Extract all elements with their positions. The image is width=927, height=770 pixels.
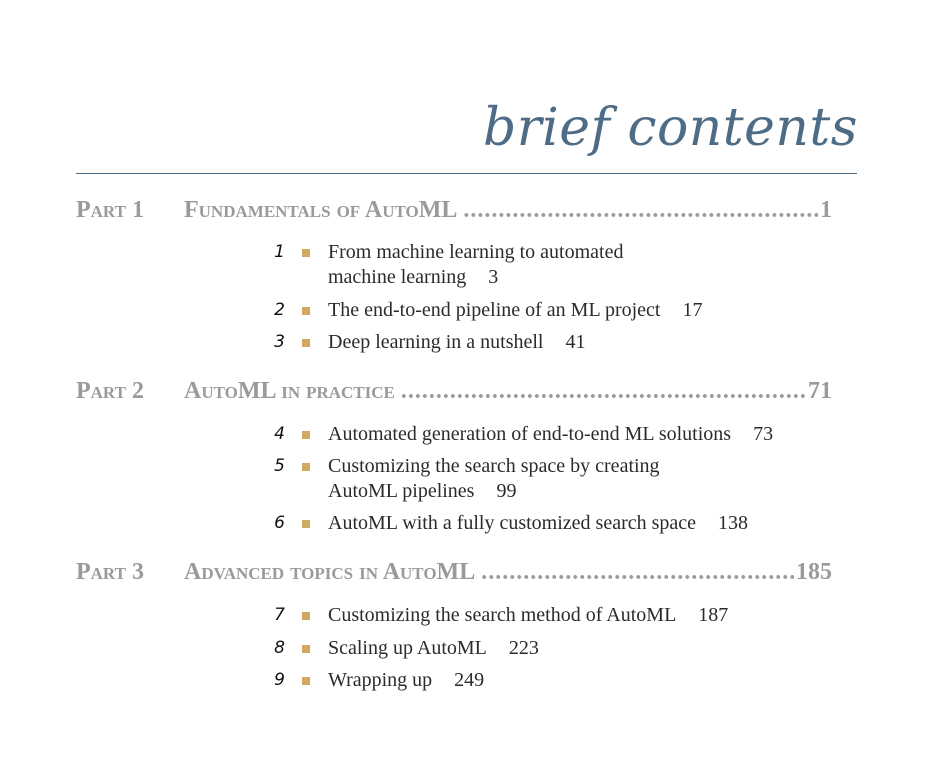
chapter-entry[interactable] [265,298,865,323]
part-heading [76,197,832,227]
part-label: Part 3 [76,559,144,585]
square-bullet-icon [302,612,310,620]
chapter-title-cont: AutoML pipelines [328,480,475,502]
square-bullet-icon [302,463,310,471]
dot-leader [463,197,818,224]
chapter-number: 3 [274,332,285,352]
chapter-entry[interactable] [265,330,865,355]
chapter-title: Customizing the search method of AutoML [328,604,677,626]
square-bullet-icon [302,431,310,439]
chapter-title: Scaling up AutoML [328,637,487,659]
chapter-title: Wrapping up [328,669,433,691]
chapter-number: 1 [274,242,285,262]
chapter-title: Customizing the search space by creating [328,455,660,477]
chapter-title: The end-to-end pipeline of an ML project [328,299,661,321]
chapter-number: 9 [274,670,285,690]
chapter-title: Automated generation of end-to-end ML solutions [328,423,732,445]
chapter-entry[interactable] [265,636,865,661]
part-heading [76,559,832,589]
chapter-entry[interactable] [265,668,865,693]
page-title: brief contents [483,98,858,158]
chapter-number: 5 [274,456,285,476]
part-page-number: 185 [796,559,832,585]
part-label: Part 2 [76,378,144,404]
chapter-page-number: 73 [753,423,774,445]
square-bullet-icon [302,677,310,685]
chapter-entry[interactable] [265,603,865,628]
part-label: Part 1 [76,197,144,223]
dot-leader [481,559,794,586]
chapter-page-number: 99 [496,480,517,502]
title-rule [76,173,857,174]
chapter-page-number: 138 [718,512,749,534]
part-title: Advanced topics in AutoML [184,559,476,585]
chapter-number: 7 [274,605,285,625]
chapter-entry[interactable] [265,422,865,447]
chapter-page-number: 187 [698,604,729,626]
chapter-entry[interactable] [265,511,865,536]
chapter-number: 4 [274,424,285,444]
chapter-title: From machine learning to automated [328,241,624,263]
chapter-title: Deep learning in a nutshell [328,331,544,353]
part-page-number: 1 [820,197,832,223]
chapter-number: 6 [274,513,285,533]
part-title: Fundamentals of AutoML [184,197,458,223]
chapter-page-number: 41 [565,331,586,353]
square-bullet-icon [302,249,310,257]
part-title: AutoML in practice [184,378,395,404]
chapter-number: 8 [274,638,285,658]
part-page-number: 71 [808,378,832,404]
chapter-title-cont: machine learning [328,266,467,288]
chapter-number: 2 [274,300,285,320]
square-bullet-icon [302,520,310,528]
chapter-page-number: 3 [488,266,499,288]
square-bullet-icon [302,645,310,653]
chapter-page-number: 223 [508,637,539,659]
square-bullet-icon [302,307,310,315]
chapter-page-number: 17 [682,299,703,321]
part-heading [76,378,832,408]
chapter-title: AutoML with a fully customized search space [328,512,697,534]
dot-leader [401,378,806,405]
square-bullet-icon [302,339,310,347]
chapter-entry[interactable] [265,240,865,290]
chapter-page-number: 249 [454,669,485,691]
chapter-entry[interactable] [265,454,865,504]
